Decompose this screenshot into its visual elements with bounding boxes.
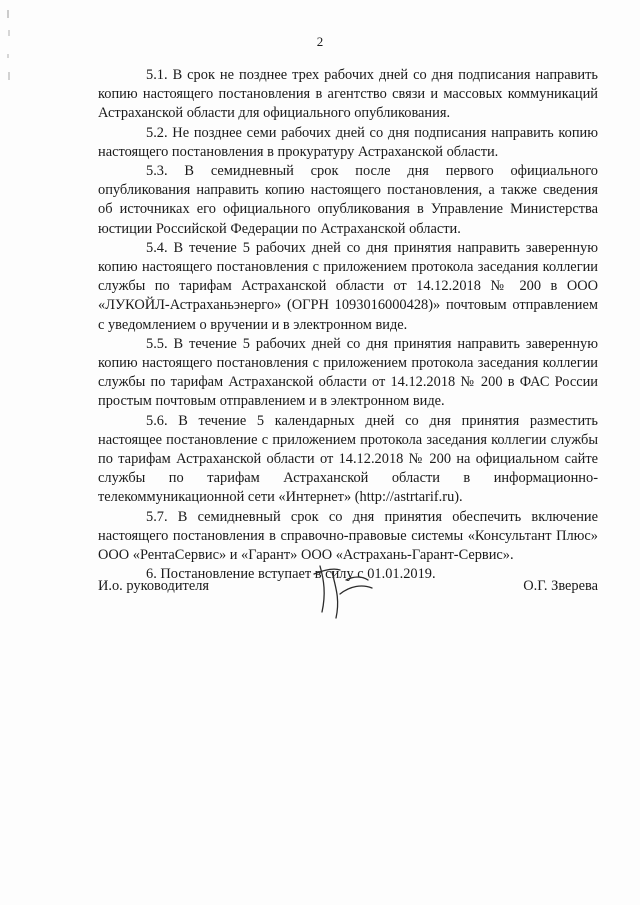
paragraph-5-3: 5.3. В семидневный срок после дня первого официального опубликования направить копию настоящего постановления, а также сведения об источниках его официального опубликования в Управление Министерства юстиции Российской Федерации по Астраханской области. xyxy=(98,163,598,237)
paragraph-5-6: 5.6. В течение 5 календарных дней со дня принятия разместить настоящее постановление с приложением протокола заседания коллегии службы по тарифам Астраханской области от 14.12.2018 № 200 на официальном сайте службы по тарифам Астраханской области в информационно-телекоммуникационной сети «Интернет» (http://astrtarif.ru). xyxy=(98,412,598,506)
signatory-title: И.о. руководителя xyxy=(98,578,210,594)
paragraph-5-7: 5.7. В семидневный срок со дня принятия обеспечить включение настоящего постановления в справочно-правовые системы «Консультант Плюс» ООО «РентаСервис» и «Гарант» ООО «Астрахань-Гарант-Сервис». xyxy=(98,508,598,564)
scan-edge-marks xyxy=(6,10,12,90)
paragraph-6: 6. Постановление вступает в силу с 01.01.2019. xyxy=(146,566,436,583)
page-number: 2 xyxy=(316,34,324,49)
signature-block xyxy=(98,578,598,618)
paragraph-5-1: 5.1. В срок не позднее трех рабочих дней со дня подписания направить копию настоящего постановления в агентство связи и массовых коммуникаций Астраханской области для официального опубликования. xyxy=(98,67,598,122)
document-body xyxy=(98,66,598,584)
paragraph-5-2: 5.2. Не позднее семи рабочих дней со дня подписания направить копию настоящего постановления в прокуратуру Астраханской области. xyxy=(98,124,598,160)
handwritten-signature xyxy=(310,560,380,620)
paragraph-5-5: 5.5. В течение 5 рабочих дней со дня принятия направить заверенную копию настоящего постановления с приложением протокола заседания коллегии службы по тарифам Астраханской области от 14.12.2018 № 200 в ФАС России простым почтовым отправлением и в электронном виде. xyxy=(98,335,598,410)
paragraph-5-4: 5.4. В течение 5 рабочих дней со дня принятия направить заверенную копию настоящего постановления с приложением протокола заседания коллегии службы по тарифам Астраханской области от 14.12.2018 № 200 в ООО «ЛУКОЙЛ-Астраханьэнерго» (ОГРН 1093016000428)» почтовым отправлением с уведомлением о вручении и в электронном виде. xyxy=(98,239,598,333)
signatory-name: О.Г. Зверева xyxy=(523,578,598,594)
